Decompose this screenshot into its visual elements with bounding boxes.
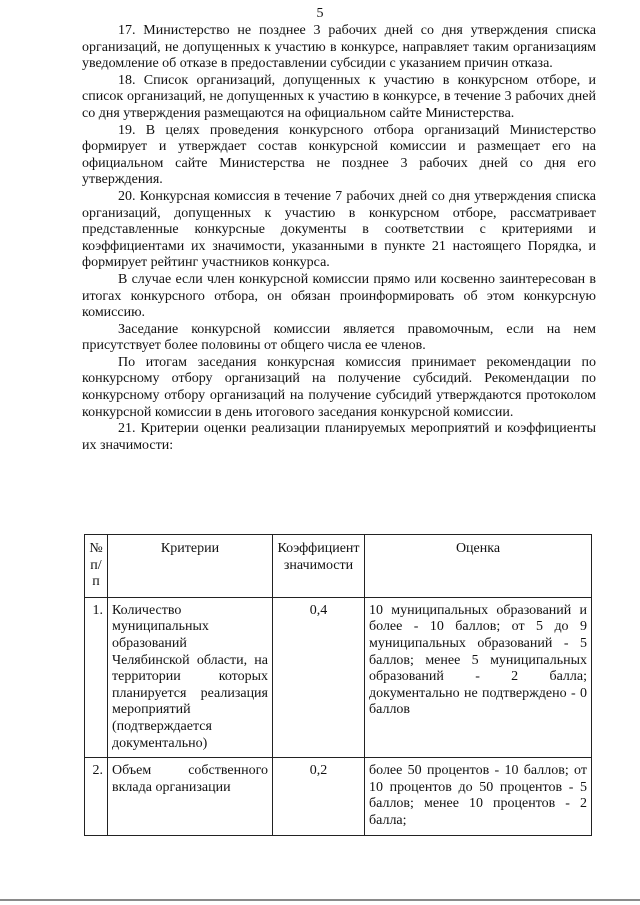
paragraph-17: 17. Министерство не позднее 3 рабочих дней со дня утверждения списка организаций, не допущенных к участию в конкурсе, направляет таким организациям уведомление об отказе в предоставлении субсидии с указанием причин отказа. <box>82 23 596 72</box>
header-coefficient: Коэффициент значимости <box>273 535 365 598</box>
row-coefficient: 0,4 <box>273 597 365 757</box>
paragraph-recommendations: По итогам заседания конкурсная комиссия принимает рекомендации по конкурсному отбору организаций на получение субсидий. Рекомендации по конкурсному отбору организаций на получение субсидий утверждаются протоколом конкурсной комиссии в день итогового заседания конкурсной комиссии. <box>82 354 596 420</box>
row-number: 1. <box>85 597 108 757</box>
paragraph-18: 18. Список организаций, допущенных к участию в конкурсном отборе, и список организаций, не допущенных к участию в конкурсе, в течение 3 рабочих дней со дня утверждения размещаются на официальном сайте Министерства. <box>82 72 596 121</box>
header-score: Оценка <box>365 535 592 598</box>
row-coefficient: 0,2 <box>273 758 365 835</box>
paragraph-quorum: Заседание конкурсной комиссии является правомочным, если на нем присутствует более половины от общего числа ее членов. <box>82 321 596 354</box>
row-criteria: Объем собственного вклада организации <box>108 758 273 835</box>
page-number: 5 <box>316 6 324 21</box>
paragraph-20: 20. Конкурсная комиссия в течение 7 рабочих дней со дня утверждения списка организаций, допущенных к участию в конкурсном отборе, рассматривает представленные конкурсные документы в соответствии с критериями и коэффициентами их значимости, указанными в пункте 21 настоящего Порядка, и формирует рейтинг участников конкурса. <box>82 188 596 271</box>
row-score: 10 муниципальных образований и более - 10 баллов; от 5 до 9 муниципальных образований - 5 баллов; менее 5 муниципальных образований - 2 балла; документально не подтверждено - 0 баллов <box>365 597 592 757</box>
header-criteria: Критерии <box>108 535 273 598</box>
paragraph-19: 19. В целях проведения конкурсного отбора организаций Министерство формирует и утверждает состав конкурсной комиссии и размещает его на официальном сайте Министерства не позднее 3 рабочих дней со дня его утверждения. <box>82 122 596 188</box>
table-row <box>85 597 592 757</box>
row-score: более 50 процентов - 10 баллов; от 10 процентов до 50 процентов - 5 баллов; менее 10 процентов - 2 балла; <box>365 758 592 835</box>
paragraph-conflict-of-interest: В случае если член конкурсной комиссии прямо или косвенно заинтересован в итогах конкурсного отбора, он обязан проинформировать об этом конкурсную комиссию. <box>82 271 596 321</box>
paragraph-21: 21. Критерии оценки реализации планируемых мероприятий и коэффициенты их значимости: <box>82 421 596 453</box>
row-number: 2. <box>85 758 108 835</box>
scan-edge-line <box>0 899 640 901</box>
document-body <box>82 23 596 454</box>
table-row <box>85 758 592 835</box>
header-number: № п/п <box>85 535 108 598</box>
row-criteria: Количество муниципальных образований Челябинской области, на территории которых планируется реализация мероприятий (подтверждается документально) <box>108 597 273 757</box>
criteria-table <box>84 534 592 836</box>
table-header-row <box>85 535 592 598</box>
